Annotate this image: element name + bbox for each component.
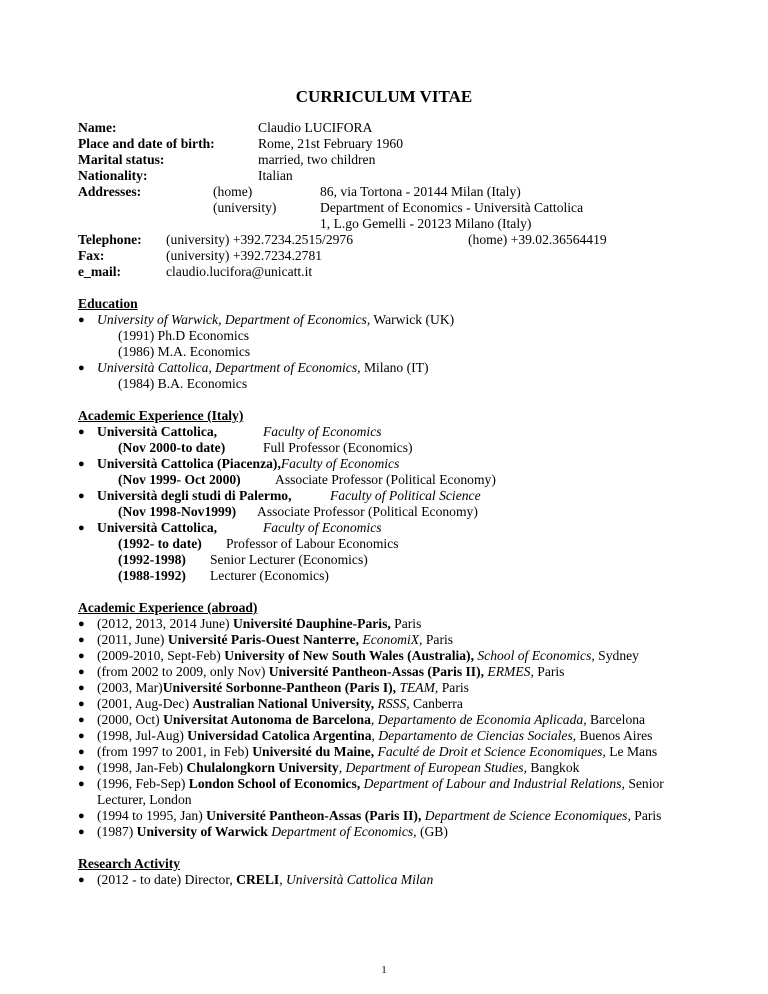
- period: (Nov 2000-to date): [118, 440, 226, 455]
- institution: Università Cattolica,: [97, 520, 218, 535]
- bullet-icon: ●: [78, 810, 85, 822]
- bullet-icon: ●: [78, 714, 85, 726]
- marital-label: Marital status:: [78, 152, 165, 167]
- role: Full Professor (Economics): [263, 440, 413, 455]
- research-heading: Research Activity: [78, 856, 181, 871]
- university-address-line2: 1, L.go Gemelli - 20123 Milano (Italy): [320, 216, 532, 231]
- faculty: Faculty of Economics: [263, 424, 382, 439]
- list-item: (from 2002 to 2009, only Nov) Université Pantheon-Assas (Paris II), ERMES, Paris: [97, 664, 565, 679]
- list-item: (2000, Oct) Universitat Autonoma de Barcelona, Departamento de Economia Aplicada, Barcelona: [97, 712, 646, 727]
- birth-value: Rome, 21st February 1960: [258, 136, 403, 151]
- page-number: 1: [381, 964, 387, 976]
- academic-abroad-heading: Academic Experience (abroad): [78, 600, 258, 615]
- bullet-icon: ●: [78, 490, 85, 502]
- list-item: University of Warwick, Department of Economics, Warwick (UK): [97, 312, 455, 327]
- nationality-label: Nationality:: [78, 168, 148, 183]
- telephone-university: (university) +392.7234.2515/2976: [166, 232, 354, 247]
- faculty: Faculty of Economics: [263, 520, 382, 535]
- institution: Università Cattolica,: [97, 424, 218, 439]
- degree-line: (1984) B.A. Economics: [118, 376, 248, 391]
- period: (1992-1998): [118, 552, 186, 567]
- list-item: (2001, Aug-Dec) Australian National University, RSSS, Canberra: [97, 696, 463, 711]
- marital-value: married, two children: [258, 152, 376, 167]
- bullet-icon: ●: [78, 682, 85, 694]
- home-tag: (home): [213, 184, 253, 199]
- bullet-icon: ●: [78, 746, 85, 758]
- list-item: (from 1997 to 2001, in Feb) Université du Maine, Faculté de Droit et Science Economiques, Le Mans: [97, 744, 658, 759]
- list-item: (2003, Mar)Université Sorbonne-Pantheon (Paris I), TEAM, Paris: [97, 680, 469, 695]
- home-address: 86, via Tortona - 20144 Milan (Italy): [320, 184, 521, 199]
- bullet-icon: ●: [78, 522, 85, 534]
- list-item: (1987) University of Warwick Department of Economics, (GB): [97, 824, 448, 839]
- name-value: Claudio LUCIFORA: [258, 120, 373, 135]
- bullet-icon: ●: [78, 826, 85, 838]
- list-item: (1998, Jul-Aug) Universidad Catolica Argentina, Departamento de Ciencias Sociales, Buenos Aires: [97, 728, 653, 743]
- role: Lecturer (Economics): [210, 568, 329, 583]
- bullet-icon: ●: [78, 650, 85, 662]
- list-item: (2012, 2013, 2014 June) Université Dauphine-Paris, Paris: [97, 616, 422, 631]
- list-item: (1994 to 1995, Jan) Université Pantheon-Assas (Paris II), Department de Science Economiques, Paris: [97, 808, 662, 823]
- role: Associate Professor (Political Economy): [275, 472, 496, 487]
- university-tag: (university): [213, 200, 277, 215]
- faculty: Faculty of Political Science: [330, 488, 481, 503]
- education-heading: Education: [78, 296, 138, 311]
- email-label: e_mail:: [78, 264, 122, 279]
- degree-line: (1991) Ph.D Economics: [118, 328, 250, 343]
- list-item: Università Cattolica (Piacenza),Faculty of Economics: [97, 456, 400, 471]
- fax-label: Fax:: [78, 248, 105, 263]
- period: (Nov 1999- Oct 2000): [118, 472, 241, 487]
- role: Professor of Labour Economics: [226, 536, 399, 551]
- birth-label: Place and date of birth:: [78, 136, 215, 151]
- university-address-line1: Department of Economics - Università Cattolica: [320, 200, 584, 215]
- role: Associate Professor (Political Economy): [257, 504, 478, 519]
- bullet-icon: ●: [78, 762, 85, 774]
- email-value[interactable]: claudio.lucifora@unicatt.it: [166, 264, 313, 279]
- name-label: Name:: [78, 120, 117, 135]
- bullet-icon: ●: [78, 362, 85, 374]
- bullet-icon: ●: [78, 634, 85, 646]
- bullet-icon: ●: [78, 314, 85, 326]
- institution: Università degli studi di Palermo,: [97, 488, 292, 503]
- period: (1992- to date): [118, 536, 202, 551]
- role: Senior Lecturer (Economics): [210, 552, 368, 567]
- period: (1988-1992): [118, 568, 186, 583]
- list-item: (2012 - to date) Director, CRELI, Università Cattolica Milan: [97, 872, 434, 887]
- fax-value: (university) +392.7234.2781: [166, 248, 323, 263]
- list-item: (2009-2010, Sept-Feb) University of New South Wales (Australia), School of Economics, Sydney: [97, 648, 639, 663]
- list-item: Università Cattolica, Department of Economics, Milano (IT): [97, 360, 429, 375]
- list-item: (1996, Feb-Sep) London School of Economics, Department of Labour and Industrial Relations, Senior: [97, 776, 664, 791]
- nationality-value: Italian: [258, 168, 293, 183]
- bullet-icon: ●: [78, 778, 85, 790]
- bullet-icon: ●: [78, 730, 85, 742]
- period: (Nov 1998-Nov1999): [118, 504, 237, 519]
- degree-line: (1986) M.A. Economics: [118, 344, 251, 359]
- bullet-icon: ●: [78, 874, 85, 886]
- page-title: CURRICULUM VITAE: [295, 87, 473, 106]
- bullet-icon: ●: [78, 666, 85, 678]
- list-item-continuation: Lecturer, London: [97, 792, 192, 807]
- list-item: (2011, June) Université Paris-Ouest Nanterre, EconomiX, Paris: [97, 632, 454, 647]
- bullet-icon: ●: [78, 426, 85, 438]
- telephone-label: Telephone:: [78, 232, 142, 247]
- telephone-home: (home) +39.02.36564419: [468, 232, 607, 247]
- addresses-label: Addresses:: [78, 184, 142, 199]
- academic-italy-heading: Academic Experience (Italy): [78, 408, 244, 423]
- bullet-icon: ●: [78, 458, 85, 470]
- bullet-icon: ●: [78, 618, 85, 630]
- list-item: (1998, Jan-Feb) Chulalongkorn University, Department of European Studies, Bangkok: [97, 760, 580, 775]
- bullet-icon: ●: [78, 698, 85, 710]
